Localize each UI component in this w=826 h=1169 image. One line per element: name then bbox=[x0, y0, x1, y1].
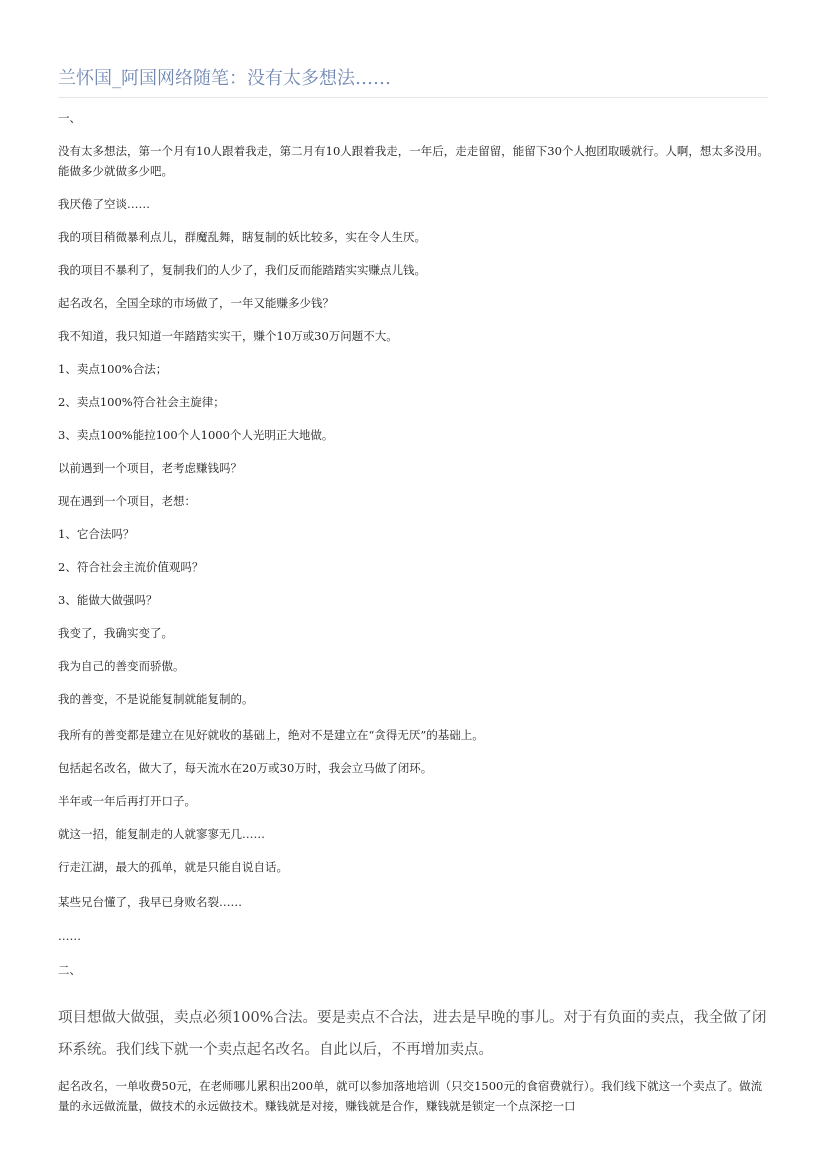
list-item: 2、符合社会主流价值观吗？ bbox=[58, 560, 204, 574]
paragraph: 没有太多想法，第一个月有10人跟着我走，第二月有10人跟着我走，一年后，走走留留，能留下30个人抱团取暖就行。人啊，想太多没用。能做多少就做多少吧。 bbox=[58, 144, 769, 178]
list-item: 3、卖点100%能拉100个人1000个人光明正大地做。 bbox=[58, 428, 334, 442]
paragraph: 我不知道，我只知道一年踏踏实实干，赚个10万或30万问题不大。 bbox=[58, 329, 398, 343]
paragraph: …… bbox=[58, 929, 81, 943]
paragraph: 我变了，我确实变了。 bbox=[58, 626, 173, 640]
paragraph: 就这一招，能复制走的人就寥寥无几…… bbox=[58, 827, 265, 841]
list-item: 1、它合法吗？ bbox=[58, 527, 135, 541]
paragraph: 行走江湖，最大的孤单，就是只能自说自话。 bbox=[58, 860, 288, 874]
list-item: 3、能做大做强吗？ bbox=[58, 593, 158, 607]
paragraph: 现在遇到一个项目，老想： bbox=[58, 494, 196, 508]
section-heading-1: 一、 bbox=[58, 111, 81, 125]
paragraph: 包括起名改名，做大了，每天流水在20万或30万时，我会立马做了闭环。 bbox=[58, 761, 433, 775]
list-item: 1、卖点100%合法； bbox=[58, 362, 168, 376]
paragraph: 我为自己的善变而骄傲。 bbox=[58, 659, 185, 673]
paragraph: 我的项目不暴利了，复制我们的人少了，我们反而能踏踏实实赚点儿钱。 bbox=[58, 263, 426, 277]
list-item: 2、卖点100%符合社会主旋律； bbox=[58, 395, 225, 409]
paragraph: 我厌倦了空谈…… bbox=[58, 197, 150, 211]
paragraph: 起名改名，一单收费50元，在老师哪儿累积出200单，就可以参加落地培训（只交1500元的食宿费就行）。我们线下就这一个卖点了。做流量的永远做流量，做技术的永远做技术。赚钱就是对接，赚钱就是合作，赚钱就是锁定一个点深挖一口 bbox=[58, 1079, 763, 1113]
paragraph: 以前遇到一个项目，老考虑赚钱吗？ bbox=[58, 461, 242, 475]
paragraph: 我的善变，不是说能复制就能复制的。 bbox=[58, 692, 254, 706]
lead-paragraph: 项目想做大做强，卖点必须100%合法。要是卖点不合法，进去是早晚的事儿。对于有负面的卖点，我全做了闭环系统。我们线下就一个卖点起名改名。自此以后，不再增加卖点。 bbox=[58, 1010, 767, 1058]
title-divider bbox=[58, 97, 768, 98]
article-title: 兰怀国_阿国网络随笔：没有太多想法…… bbox=[58, 68, 391, 89]
paragraph: 我的项目稍微暴利点儿，群魔乱舞，瞎复制的妖比较多，实在令人生厌。 bbox=[58, 230, 426, 244]
paragraph: 半年或一年后再打开口子。 bbox=[58, 794, 196, 808]
paragraph: 我所有的善变都是建立在见好就收的基础上，绝对不是建立在“贪得无厌”的基础上。 bbox=[58, 728, 484, 742]
paragraph: 某些兄台懂了，我早已身败名裂…… bbox=[58, 895, 242, 909]
section-heading-2: 二、 bbox=[58, 963, 81, 977]
paragraph: 起名改名，全国全球的市场做了，一年又能赚多少钱？ bbox=[58, 296, 334, 310]
